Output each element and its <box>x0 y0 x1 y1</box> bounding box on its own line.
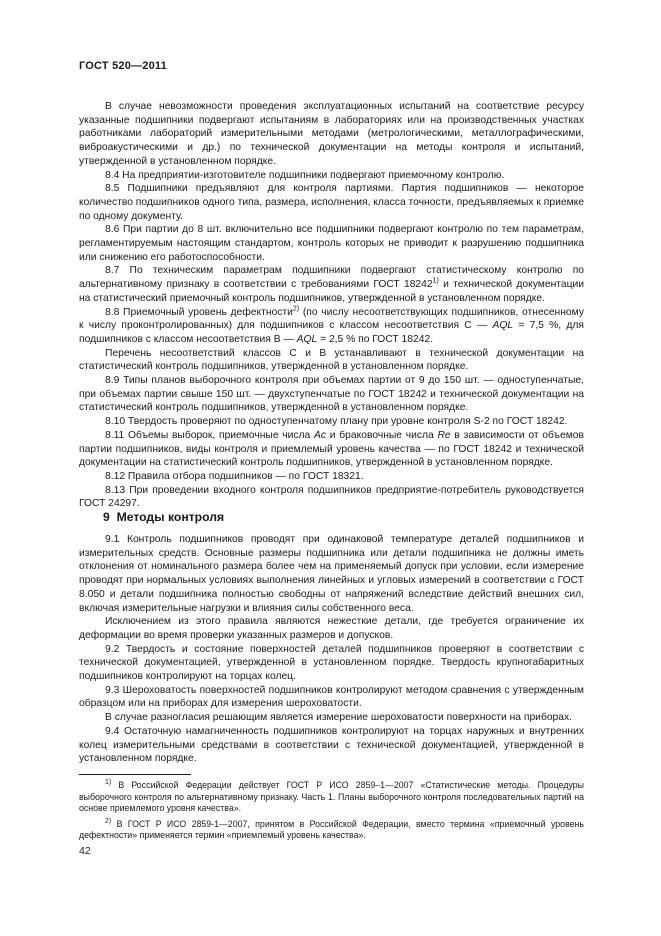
paragraph-8-5: 8.5 Подшипники предъявляют для контроля партиями. Партия подшипников — некоторое количество подшипников одного типа, размера, исполнения, класса точности, предъявляемых к приемке по одному документу. <box>79 183 584 222</box>
paragraph-8-13: 8.13 При проведении входного контроля подшипников предприятие-потребитель руководствуется ГОСТ 24297. <box>79 484 584 510</box>
paragraph: Исключением из этого правила являются нежесткие детали, где требуется ограничение их деформации во время проверки указанных размеров и допусков. <box>79 616 584 641</box>
paragraph-9-2: 9.2 Твердость и состояние поверхностей деталей подшипников проверяют в соответствии с технической документацией, утвержденной в установленном порядке. Твердость крупногабаритных подшипников контролируют на торцах колец. <box>79 643 584 683</box>
section-heading <box>103 510 224 524</box>
paragraph-9-4: 9.4 Остаточную намагниченность подшипников контролируют на торцах наружных и внутренних колец измерительными средствами в соответствии с технической документацией, утвержденной в установленном порядке. <box>79 725 584 765</box>
paragraph-9-3: 9.3 Шероховатость поверхностей подшипников контролируют методом сравнения с утвержденным образцом или на приборах для измерения шероховатости. <box>79 684 584 710</box>
paragraph-8-9: 8.9 Типы планов выборочного контроля при объемах партии от 9 до 150 шт. — одноступенчатые, при объемах партии свыше 150 шт. — двухступенчатые по ГОСТ 18242 и технической документации на статистический контроль подшипников, утвержденной в установленном порядке. <box>79 375 584 414</box>
section-9-text <box>79 533 584 766</box>
page-number: 42 <box>79 845 91 857</box>
paragraph: Перечень несоответствий классов С и В устанавливают в технической документации на статистический контроль подшипников, утвержденной в установленном порядке. <box>79 347 584 373</box>
footnote-1: $^{1)}$ В Российской Федерации действует ГОСТ Р ИСО 2859–1—2007 «Статистические методы. Процедуры выборочного контроля по альтернативному признаку. Часть 1. Планы выборочного контроля последовательных партий на основе приемлемого уровня качества». <box>79 779 584 814</box>
footnote-ref-1[interactable]: 1) <box>432 277 439 285</box>
section-8-text <box>79 100 584 511</box>
section-number: 9 <box>103 510 110 524</box>
paragraph-8-12: 8.12 Правила отбора подшипников — по ГОСТ 18321. <box>105 470 364 482</box>
section-title: Методы контроля <box>116 510 225 524</box>
paragraph-8-6: 8.6 При партии до 8 шт. включительно все подшипники подвергают контролю по тем параметрам, регламентируемым настоящим стандартом, контроль которых не приводит к разрушению подшипника или снижению его работоспособности. <box>79 224 584 263</box>
paragraph-8-10: 8.10 Твердость проверяют по одноступенчатому плану при уровне контроля S-2 по ГОСТ 18242. <box>105 416 568 428</box>
paragraph: В случае невозможности проведения эксплуатационных испытаний на соответствие ресурсу указанные подшипники подвергают испытаниям в лабораториях или на производственных участках работниками лабораторий измерительными методами (метрологическими, металлографическими, виброакустическими и др.) по технической документации на методы контроля и испытаний, утвержденной в установленном порядке. <box>79 101 584 167</box>
footnotes <box>79 774 584 846</box>
footnote-ref-2[interactable]: 2) <box>292 305 300 313</box>
document-header: ГОСТ 520—2011 <box>79 60 167 72</box>
paragraph-8-7: 8.7 По техническим параметрам подшипники подвергают статистическому контролю по альтернативному признаку в соответствии с требованиями ГОСТ 18242$^{1)}$ и технической документации на статистический приемочный контроль подшипников, утвержденной в установленном порядке. <box>79 265 585 304</box>
paragraph-9-1: 9.1 Контроль подшипников проводят при одинаковой температуре деталей подшипников и измерительных средств. Основные размеры подшипника или детали подшипника не должны иметь отклонения от номинального размера более чем на применяемый допуск при условии, если измерение проводят при нормальных условиях выполнения линейных и угловых измерений в соответствии с ГОСТ 8.050 и детали подшипника полностью свободны от напряжений вследствие действий внешних сил, включая измерительные нагрузки и влияния силы собственного веса. <box>79 534 584 614</box>
footnote-divider <box>79 774 191 775</box>
paragraph-8-11: 8.11 Объемы выборок, приемочные числа Ac и браковочные числа Re в зависимости от объемов партии подшипников, виды контроля и приемлемый уровень качества — по ГОСТ 18242 и технической документации на статистический контроль подшипников, утвержденной в установленном порядке. <box>79 429 584 469</box>
paragraph-8-4: 8.4 На предприятии-изготовителе подшипники подвергают приемочному контролю. <box>105 169 505 181</box>
footnote-2: $^{2)}$ В ГОСТ Р ИСО 2859-1—2007, принятом в Российской Федерации, вместо термина «приемочный уровень дефектности» применяется термин «приемлемый уровень качества». <box>79 817 584 841</box>
paragraph-8-8: 8.8 Приемочный уровень дефектности$^{2)}$ (по числу несоответствующих подшипников, отнесенному к числу проконтролированных) для подшипников с классом несоответствия С — AQL = 7,5 %, для подшипников с классом несоответствия В — AQL = 2,5 % по ГОСТ 18242. <box>79 305 585 345</box>
paragraph: В случае разногласия решающим является измерение шероховатости поверхности на приборах. <box>105 712 573 724</box>
